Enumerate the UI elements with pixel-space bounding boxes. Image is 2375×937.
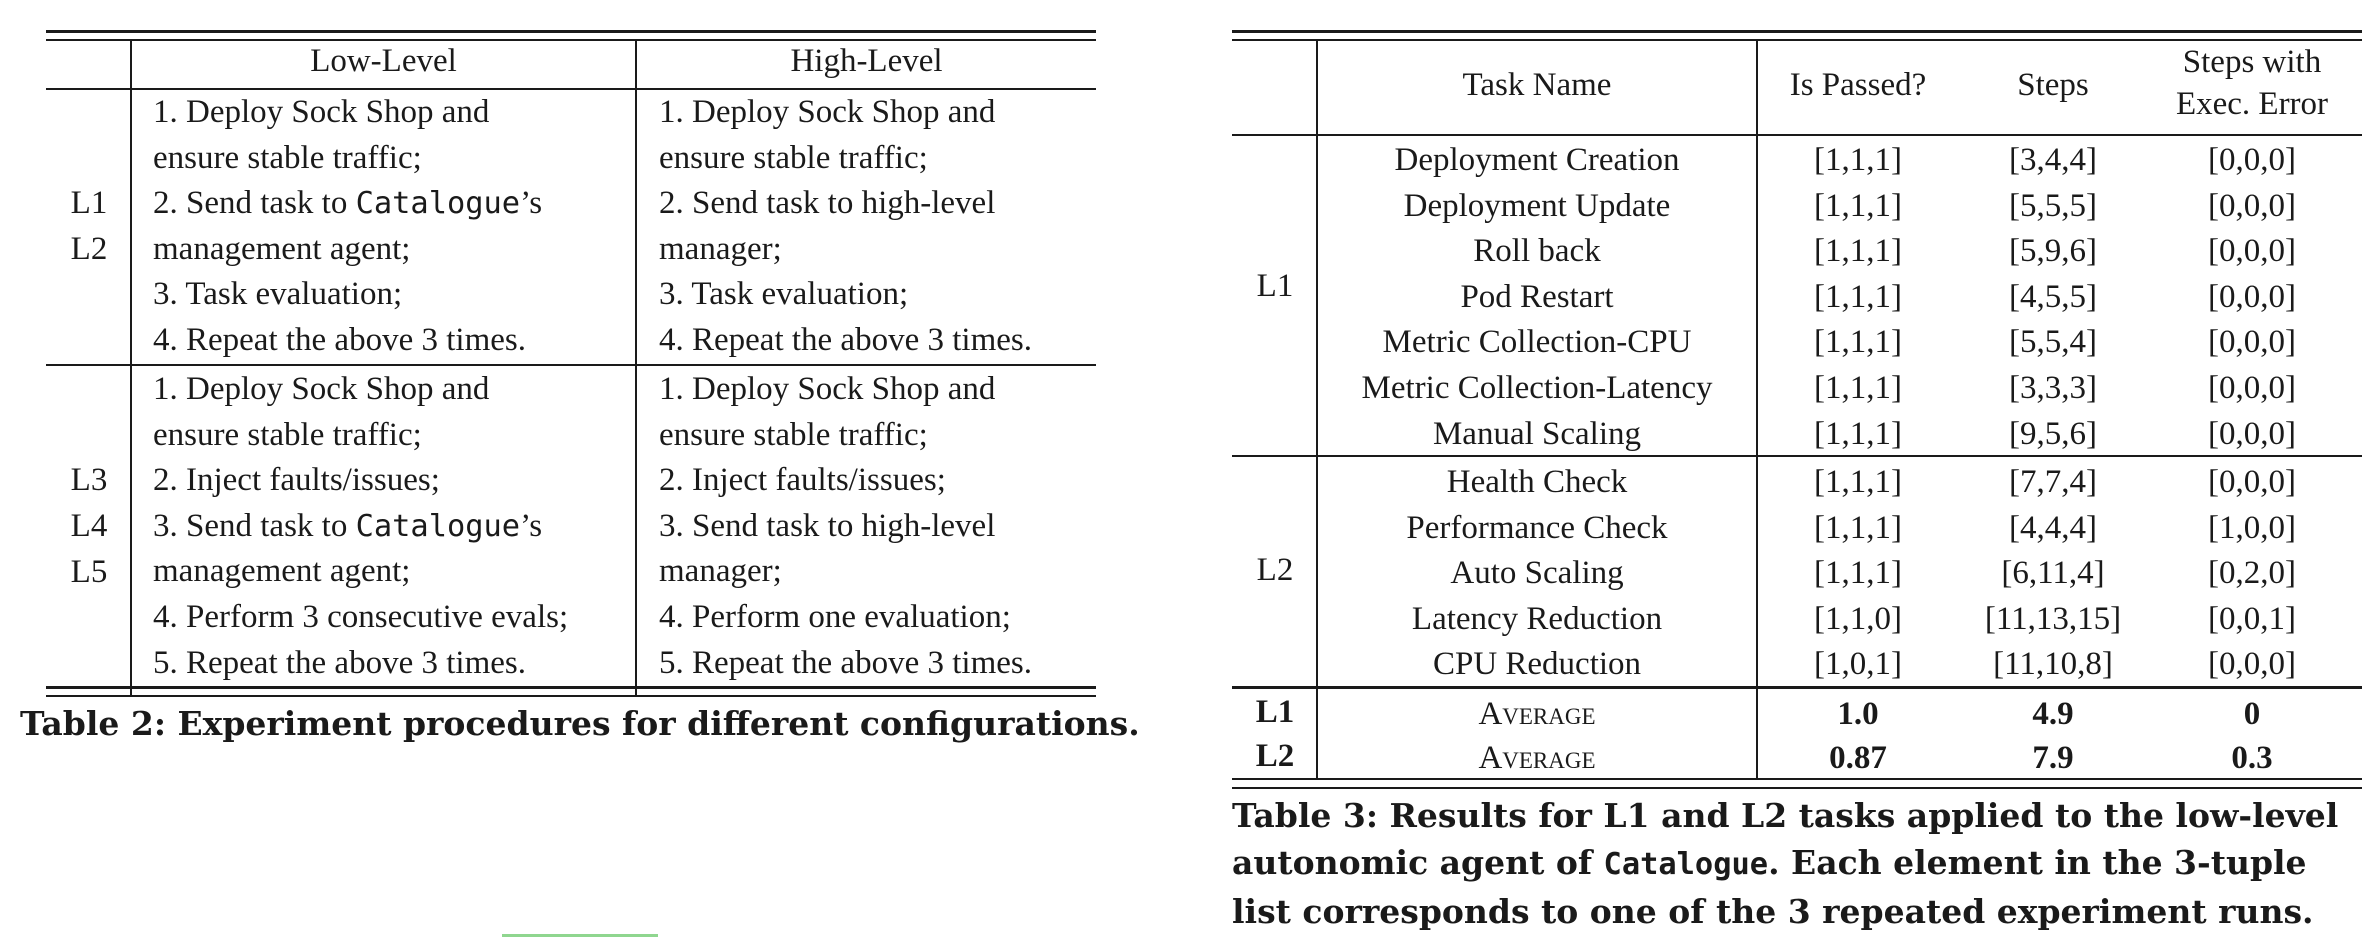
average-steps-exec-error: 0.3 [2231,740,2273,776]
cell-steps: [5,5,4] [2009,324,2097,361]
cell-steps: [7,7,4] [2009,464,2097,500]
cell-is-passed: [1,1,1] [1814,370,1902,406]
low-level-procedure: 1. Deploy Sock Shop and ensure stable traffic; 2. Inject faults/issues; 3. Send task to Catalogue’s management agent; 4. Perform 3 consecutive evals; 5. Repeat the above 3 times. [153,371,569,681]
cell-is-passed: [1,1,1] [1814,324,1902,361]
cell-steps: [4,4,4] [2009,509,2097,546]
cell-task-name: Deployment Update [1403,187,1671,224]
cell-steps-exec-error: [0,0,0] [2208,142,2296,178]
cell-steps: [11,10,8] [1993,646,2113,683]
top-rule [46,30,1096,33]
cell-task-name: Performance Check [1406,509,1668,546]
header-high-level: High-Level [790,43,943,79]
cell-is-passed: [1,1,1] [1814,415,1902,452]
cell-task-name: Deployment Creation [1394,142,1680,178]
average-level-label: L1 [1255,694,1295,730]
average-steps: 4.9 [2032,696,2074,732]
cell-steps-exec-error: [1,0,0] [2208,509,2296,546]
table-3-caption: Table 3: Results for L1 and L2 tasks applied to the low-level autonomic agent of Catalogue. Each element in the 3-tuple list corresponds to one of the 3 repeated experiment runs. [1232,796,2339,931]
header-low-level: Low-Level [310,43,457,79]
cell-task-name: Manual Scaling [1432,415,1642,452]
average-label: Average [1478,740,1596,776]
cell-steps: [5,9,6] [2009,233,2097,270]
average-is-passed: 0.87 [1829,740,1887,776]
bottom-rule-inner [46,695,1096,697]
col-divider [635,39,637,697]
average-label: Average [1478,696,1596,732]
cell-is-passed: [1,1,1] [1814,187,1902,224]
group-rule [46,364,1096,366]
high-level-procedure: 1. Deploy Sock Shop and ensure stable traffic; 2. Inject faults/issues; 3. Send task to high-level manager; 4. Perform one evaluation; 5. Repeat the above 3 times. [659,371,1032,681]
high-level-procedure: 1. Deploy Sock Shop and ensure stable traffic; 2. Send task to high-level manager; 3. Task evaluation; 4. Repeat the above 3 times. [659,94,1032,358]
header-rule [1232,134,2362,136]
cell-steps-exec-error: [0,0,0] [2208,187,2296,224]
cell-steps: [9,5,6] [2009,415,2097,452]
cell-is-passed: [1,1,0] [1814,600,1902,637]
header-steps-exec-error: Steps with Exec. Error [2175,44,2329,122]
cell-is-passed: [1,1,1] [1814,142,1902,178]
cell-steps: [5,5,5] [2009,187,2097,224]
cell-steps-exec-error: [0,0,0] [2208,370,2296,406]
cell-steps-exec-error: [0,0,0] [2208,233,2296,270]
cell-steps: [3,4,4] [2009,142,2097,178]
average-is-passed: 1.0 [1837,696,1879,732]
group-label-l1: L1 [1256,268,1294,304]
level-label: L1 L2 [70,185,108,267]
procedure-step: 2. Send task to Catalogue’s [153,185,543,222]
cell-is-passed: [1,0,1] [1814,646,1902,683]
header-task-name: Task Name [1462,67,1612,103]
top-rule [1232,30,2362,33]
cell-is-passed: [1,1,1] [1814,509,1902,546]
bottom-rule [46,686,1096,689]
cell-steps-exec-error: [0,0,0] [2208,278,2296,315]
cell-steps-exec-error: [0,0,0] [2208,464,2296,500]
cell-task-name: Health Check [1446,464,1628,500]
table-2-caption: Table 2: Experiment procedures for different configurations. [20,704,1140,743]
bottom-rule-inner [1232,787,2362,789]
cell-is-passed: [1,1,1] [1814,464,1902,500]
cell-task-name: Metric Collection-CPU [1382,324,1692,361]
level-label: L3 L4 L5 [70,462,108,590]
low-level-procedure: 1. Deploy Sock Shop and ensure stable traffic; 2. Send task to Catalogue’s management agent; 3. Task evaluation; 4. Repeat the above 3 times. [153,94,543,358]
table-2 [46,30,1096,700]
average-steps-exec-error: 0 [2243,696,2261,732]
cell-steps: [6,11,4] [2001,555,2105,592]
cell-steps: [11,13,15] [1984,600,2122,637]
cell-steps-exec-error: [0,2,0] [2208,555,2296,592]
cell-task-name: CPU Reduction [1432,646,1642,683]
group-label-l2: L2 [1256,552,1294,588]
cell-steps: [3,3,3] [2009,370,2097,406]
cell-steps-exec-error: [0,0,0] [2208,646,2296,683]
cell-task-name: Metric Collection-Latency [1361,370,1713,406]
cell-steps-exec-error: [0,0,1] [2208,600,2296,637]
cell-steps-exec-error: [0,0,0] [2208,415,2296,452]
cell-is-passed: [1,1,1] [1814,233,1902,270]
cell-task-name: Auto Scaling [1450,555,1624,592]
cell-task-name: Roll back [1473,233,1601,270]
col-divider [130,39,132,697]
cell-steps-exec-error: [0,0,0] [2208,324,2296,361]
table-3 [1232,30,2362,790]
top-rule-inner [46,39,1096,41]
average-steps: 7.9 [2032,740,2074,776]
cell-steps: [4,5,5] [2009,278,2097,315]
header-steps: Steps [2017,67,2089,103]
cell-task-name: Pod Restart [1460,278,1614,315]
average-level-label: L2 [1255,738,1295,774]
cell-is-passed: [1,1,1] [1814,555,1902,592]
procedure-step: 3. Send task to Catalogue’s [153,507,543,544]
cell-task-name: Latency Reduction [1411,600,1663,637]
cell-is-passed: [1,1,1] [1814,278,1902,315]
header-is-passed: Is Passed? [1789,67,1927,103]
